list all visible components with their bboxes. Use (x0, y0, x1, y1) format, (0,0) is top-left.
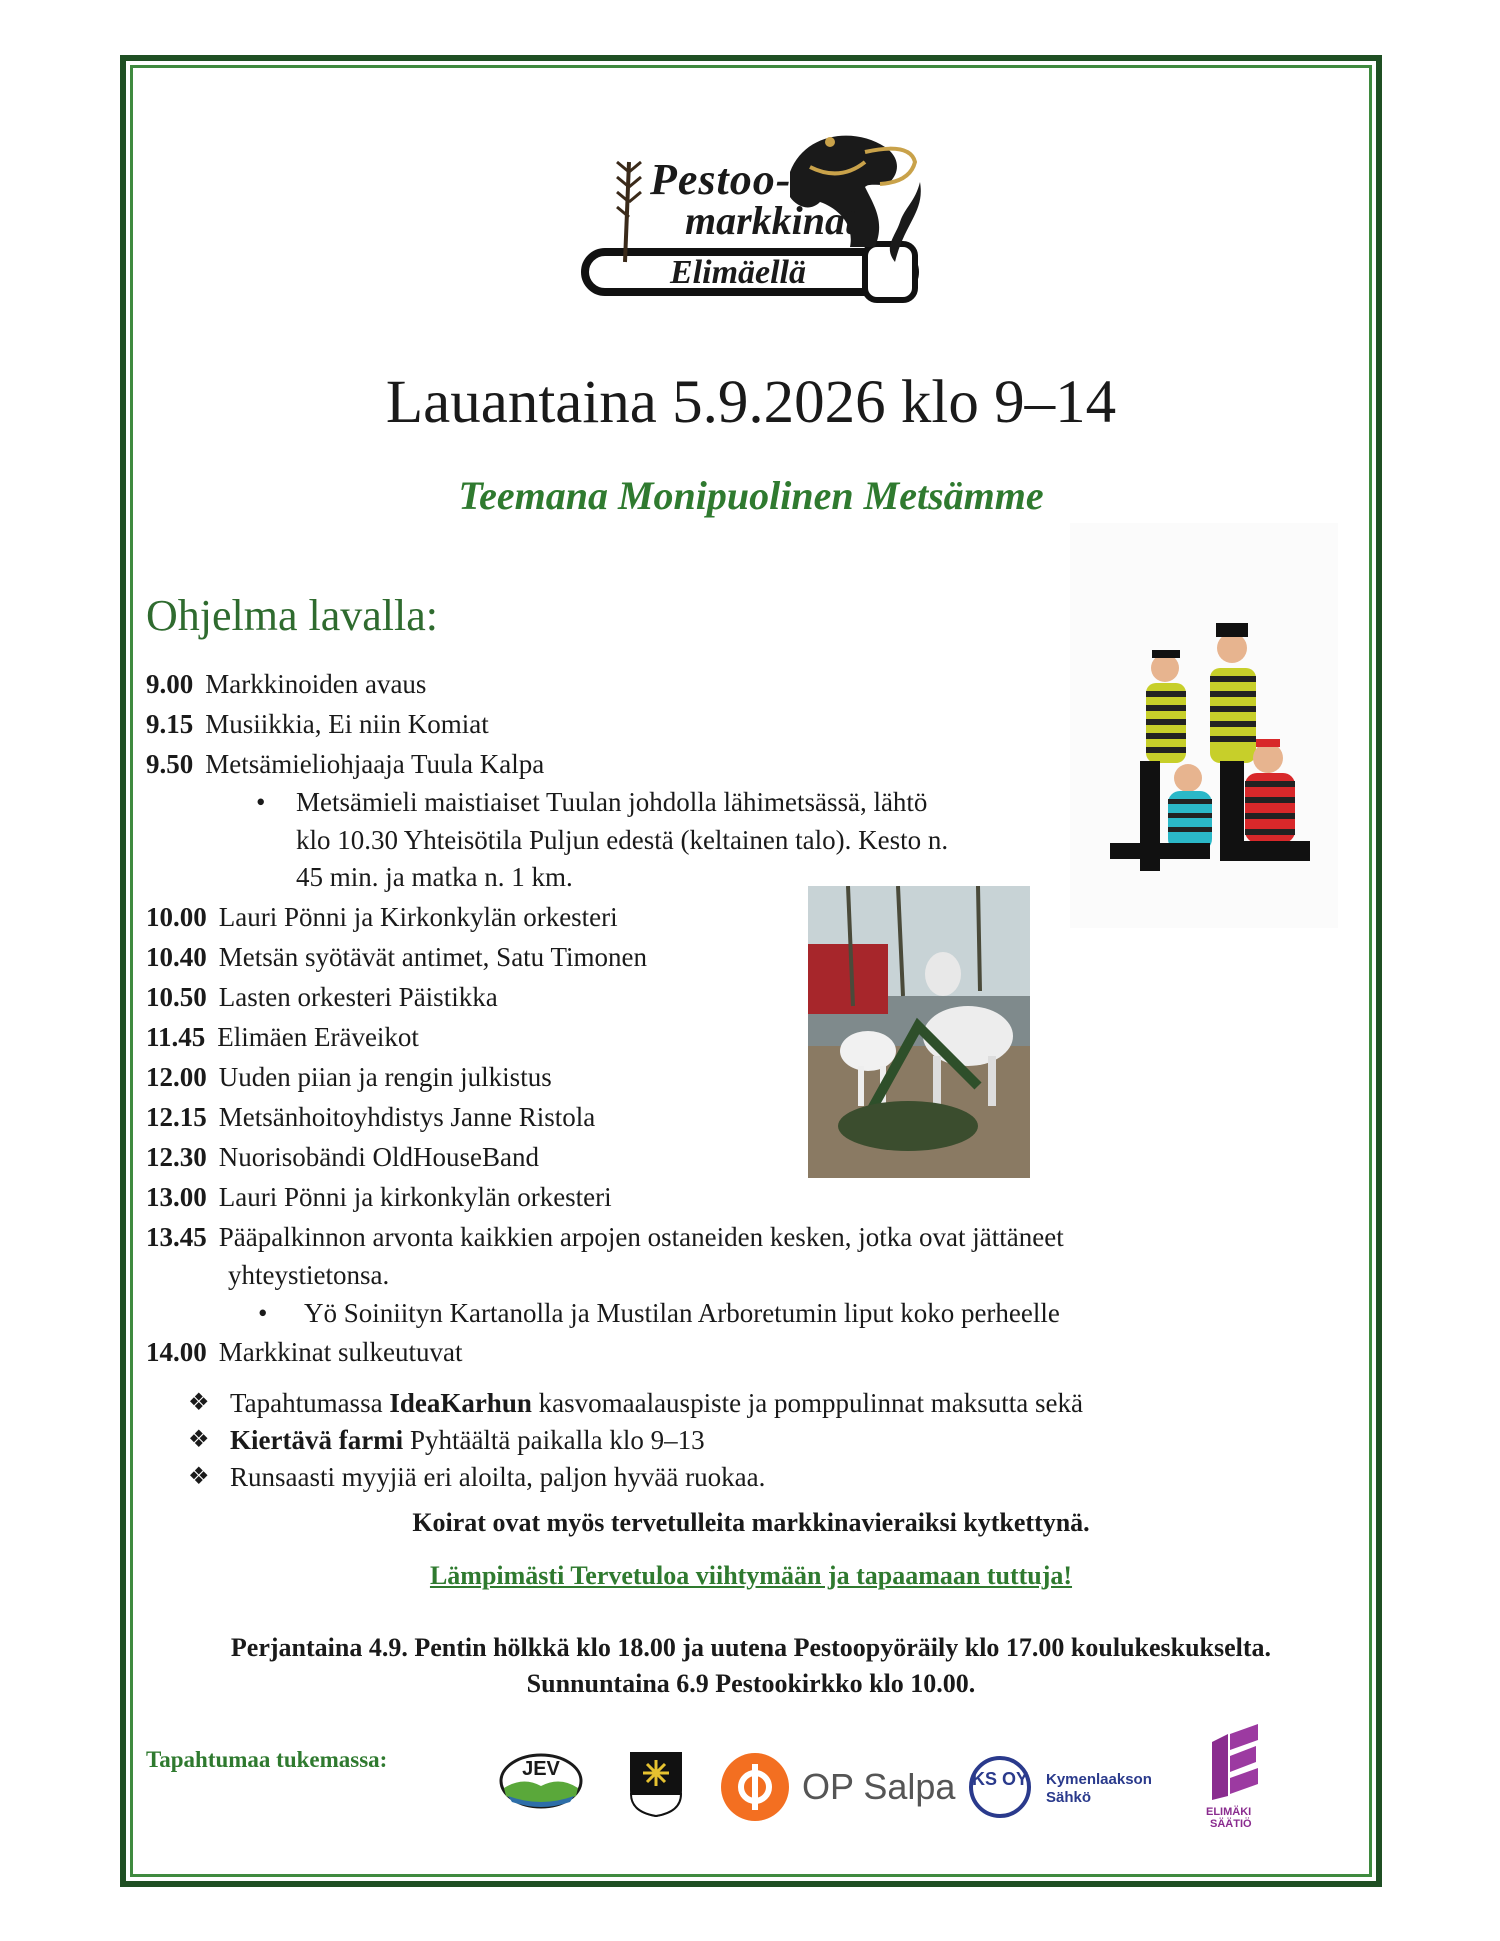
diamond-bullet-icon: ❖ (188, 1390, 210, 1416)
schedule-row: 13.00 Lauri Pönni ja kirkonkylän orkesteri (146, 1181, 612, 1212)
schedule-row: 9.15 Musiikkia, Ei niin Komiat (146, 709, 489, 739)
event-theme: Teemana Monipuolinen Metsämme (458, 473, 1044, 518)
op-salpa-text: OP Salpa (802, 1766, 956, 1807)
sponsors-label: Tapahtumaa tukemassa: (146, 1747, 388, 1772)
ks-logo-text: KS OY (971, 1769, 1028, 1789)
kymenlaakson-text-line2: Sähkö (1046, 1789, 1092, 1806)
logo-line2: markkinat (685, 198, 857, 243)
program-title: Ohjelma lavalla: (146, 591, 438, 640)
schedule-row: 13.45 Pääpalkinnon arvonta kaikkien arpojen ostaneiden kesken, jotka ovat jättäneet (146, 1221, 1064, 1252)
elimaki-text-line2: SÄÄTIÖ (1210, 1818, 1252, 1830)
schedule-row: 10.40 Metsän syötävät antimet, Satu Timonen (146, 941, 647, 972)
extra-event-sunday: Sunnuntaina 6.9 Pestookirkko klo 10.00. (526, 1669, 976, 1698)
features-list (188, 1385, 1083, 1496)
municipality-coat-of-arms (628, 1750, 684, 1818)
feature-item: ❖ Kiertävä farmi Pyhtäältä paikalla klo 9–13 (188, 1422, 1083, 1459)
welcome-message: Lämpimästi Tervetuloa viihtymään ja tapaamaan tuttuja! (429, 1561, 1073, 1590)
logo-line1: Pestoo- (650, 155, 792, 204)
op-logo-icon (720, 1752, 790, 1822)
op-salpa-logo (720, 1752, 960, 1822)
elimaki-text-line1: ELIMÄKI (1206, 1806, 1252, 1818)
schedule-row: 11.45 Elimäen Eräveikot (146, 1021, 419, 1052)
schedule-row: 9.50 Metsämieliohjaaja Tuula Kalpa (146, 749, 545, 779)
schedule-row: 10.00 Lauri Pönni ja Kirkonkylän orkesteri (146, 901, 618, 932)
coat-of-arms-icon (628, 1750, 684, 1818)
schedule-row: 12.30 Nuorisobändi OldHouseBand (146, 1141, 539, 1172)
jev-logo (498, 1752, 584, 1810)
feature-item: ❖ Runsaasti myyjiä eri aloilta, paljon hyvää ruokaa. (188, 1459, 1083, 1496)
schedule-row: 12.00 Uuden piian ja rengin julkistus (146, 1061, 552, 1092)
bullet-icon: • (258, 1297, 268, 1328)
jev-text: JEV (522, 1758, 560, 1780)
program-schedule (146, 664, 1246, 1372)
schedule-sub-bullet: • Metsämieli maistiaiset Tuulan johdolla lähimetsässä, lähtö klo 10.30 Yhteisötila Puljun edestä (keltainen talo). Kesto n. 45 min. ja matka n. 1 km. (146, 784, 1016, 897)
event-date-headline: Lauantaina 5.9.2026 klo 9–14 (385, 369, 1117, 436)
schedule-row: 12.15 Metsänhoitoyhdistys Janne Ristola (146, 1101, 596, 1132)
elimaki-saatio-logo (1200, 1722, 1270, 1832)
logo-line3: Elimäellä (670, 254, 806, 291)
kymenlaakson-text-line1: Kymenlaakson (1046, 1771, 1152, 1788)
diamond-bullet-icon: ❖ (188, 1427, 210, 1453)
feature-item: ❖ Tapahtumassa IdeaKarhun kasvomaalauspiste ja pomppulinnat maksutta sekä (188, 1385, 1083, 1422)
schedule-row: 9.00 Markkinoiden avaus (146, 669, 427, 699)
pestoo-markkinat-logo (565, 112, 940, 312)
schedule-row: 14.00 Markkinat sulkeutuvat (146, 1336, 463, 1367)
dogs-note: Koirat ovat myös tervetulleita markkinavieraiksi kytkettynä. (412, 1508, 1090, 1537)
extra-event-friday: Perjantaina 4.9. Pentin hölkkä klo 18.00 ja uutena Pestoopyöräily klo 17.00 koulukeskukselta. (230, 1633, 1272, 1662)
schedule-row: 10.50 Lasten orkesteri Päistikka (146, 981, 498, 1012)
schedule-row-continuation: yhteystietonsa. (228, 1259, 390, 1290)
elimaki-logo-icon (1200, 1722, 1270, 1802)
bullet-icon: • (256, 787, 266, 817)
schedule-sub-bullet: • Yö Soiniityn Kartanolla ja Mustilan Arboretumin liput koko perheelle (146, 1294, 1246, 1332)
diamond-bullet-icon: ❖ (188, 1464, 210, 1490)
kymenlaakson-sahko-logo (968, 1755, 1178, 1825)
